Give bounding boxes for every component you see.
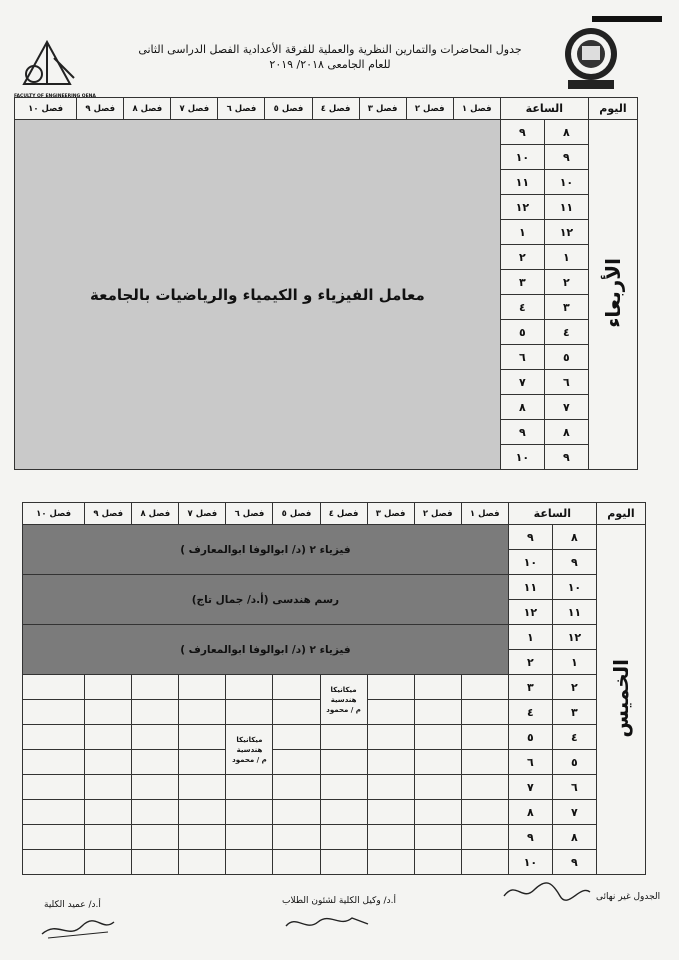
faculty-logo-caption: FACULTY OF ENGINEERING QENA bbox=[14, 94, 96, 99]
empty-cell bbox=[367, 800, 414, 825]
class-8-header: فصل ٨ bbox=[132, 503, 179, 525]
hour-from: ١٢ bbox=[552, 625, 596, 650]
lecture-bar bbox=[23, 625, 509, 675]
empty-cell bbox=[132, 750, 179, 775]
class-3-header: فصل ٣ bbox=[359, 98, 406, 120]
hour-to: ٢ bbox=[500, 245, 544, 270]
empty-cell bbox=[320, 725, 367, 750]
empty-cell bbox=[226, 675, 273, 700]
class-5-header: فصل ٥ bbox=[265, 98, 312, 120]
empty-cell bbox=[414, 800, 461, 825]
hour-from: ٤ bbox=[552, 725, 596, 750]
hour-to: ١ bbox=[500, 220, 544, 245]
empty-cell bbox=[273, 800, 320, 825]
note-line: ميكانيكا bbox=[236, 735, 263, 744]
note-line: ميكانيكا bbox=[330, 685, 357, 694]
note-line: هندسية bbox=[236, 745, 263, 754]
empty-cell bbox=[367, 850, 414, 875]
hour-to: ٩ bbox=[500, 120, 544, 145]
empty-cell bbox=[23, 825, 85, 850]
empty-cell bbox=[461, 700, 508, 725]
lecture-bar bbox=[23, 575, 509, 625]
day-name: الأربعاء bbox=[600, 258, 625, 328]
hour-to: ١٠ bbox=[508, 550, 552, 575]
class-7-header: فصل ٧ bbox=[171, 98, 218, 120]
empty-cell bbox=[320, 850, 367, 875]
class-2-header: فصل ٢ bbox=[406, 98, 453, 120]
hour-to: ١٠ bbox=[500, 145, 544, 170]
title-line-2: للعام الجامعى ٢٠١٨/ ٢٠١٩ bbox=[269, 58, 391, 71]
empty-cell bbox=[320, 825, 367, 850]
lecture-bar-text: فيزياء ٢ (د/ ابوالوفا ابوالمعارف ) bbox=[180, 543, 351, 556]
empty-cell bbox=[461, 775, 508, 800]
hour-to: ١٢ bbox=[500, 195, 544, 220]
empty-cell bbox=[414, 700, 461, 725]
empty-cell bbox=[179, 850, 226, 875]
university-seal-logo bbox=[560, 22, 622, 96]
hour-from: ١١ bbox=[544, 195, 588, 220]
empty-cell bbox=[273, 825, 320, 850]
class-9-header: فصل ٩ bbox=[85, 503, 132, 525]
day-header: اليوم bbox=[588, 98, 637, 120]
day-name: الخميس bbox=[608, 658, 633, 738]
class-1-header: فصل ١ bbox=[453, 98, 500, 120]
empty-cell bbox=[273, 675, 320, 700]
empty-cell bbox=[367, 750, 414, 775]
hour-from: ٢ bbox=[544, 270, 588, 295]
faculty-emblem-icon bbox=[14, 38, 80, 90]
empty-cell bbox=[132, 675, 179, 700]
hour-to: ٩ bbox=[500, 420, 544, 445]
empty-cell bbox=[85, 775, 132, 800]
hour-from: ٩ bbox=[552, 850, 596, 875]
empty-cell bbox=[226, 850, 273, 875]
empty-cell bbox=[85, 700, 132, 725]
empty-cell bbox=[132, 850, 179, 875]
hour-from: ١٢ bbox=[544, 220, 588, 245]
empty-cell bbox=[367, 725, 414, 750]
empty-cell bbox=[273, 775, 320, 800]
vice-dean-signature-label: أ.د/ وكيل الكلية لشئون الطلاب bbox=[282, 896, 396, 906]
empty-cell bbox=[273, 750, 320, 775]
hour-to: ١١ bbox=[508, 575, 552, 600]
hour-to: ٥ bbox=[500, 320, 544, 345]
class-6-header: فصل ٦ bbox=[218, 98, 265, 120]
class-4-header: فصل ٤ bbox=[320, 503, 367, 525]
class-4-header: فصل ٤ bbox=[312, 98, 359, 120]
empty-cell bbox=[414, 725, 461, 750]
hour-to: ٥ bbox=[508, 725, 552, 750]
class-3-header: فصل ٣ bbox=[367, 503, 414, 525]
hour-header: الساعة bbox=[500, 98, 588, 120]
hour-from: ٩ bbox=[552, 550, 596, 575]
empty-cell bbox=[320, 750, 367, 775]
thursday-row bbox=[23, 775, 646, 800]
empty-cell bbox=[226, 800, 273, 825]
hour-from: ٩ bbox=[544, 145, 588, 170]
empty-cell bbox=[414, 675, 461, 700]
hour-to: ٤ bbox=[500, 295, 544, 320]
hour-from: ٢ bbox=[552, 675, 596, 700]
empty-cell bbox=[23, 850, 85, 875]
empty-cell bbox=[367, 700, 414, 725]
empty-cell bbox=[273, 850, 320, 875]
wednesday-table bbox=[14, 97, 638, 470]
hour-from: ١ bbox=[544, 245, 588, 270]
empty-cell bbox=[23, 700, 85, 725]
empty-cell bbox=[414, 750, 461, 775]
title-line-1: جدول المحاضرات والتمارين النظرية والعملية للفرقة الأعدادية الفصل الدراسى الثانى bbox=[138, 43, 522, 56]
thursday-row bbox=[23, 850, 646, 875]
empty-cell bbox=[320, 775, 367, 800]
empty-cell bbox=[226, 700, 273, 725]
hour-from: ٣ bbox=[552, 700, 596, 725]
hour-from: ٩ bbox=[544, 445, 588, 470]
hour-from: ١ bbox=[552, 650, 596, 675]
wednesday-row bbox=[15, 120, 638, 145]
empty-cell bbox=[273, 725, 320, 750]
hour-from: ١٠ bbox=[552, 575, 596, 600]
empty-cell bbox=[179, 825, 226, 850]
hour-from: ٧ bbox=[552, 800, 596, 825]
vice-dean-signature bbox=[282, 910, 372, 936]
wednesday-header-row bbox=[15, 98, 638, 120]
hour-to: ١ bbox=[508, 625, 552, 650]
hour-to: ٦ bbox=[508, 750, 552, 775]
faculty-logo bbox=[14, 38, 96, 100]
hour-from: ٣ bbox=[544, 295, 588, 320]
empty-cell bbox=[85, 850, 132, 875]
mechanics-note-cell bbox=[320, 675, 367, 725]
registrar-signature bbox=[500, 876, 594, 906]
empty-cell bbox=[85, 750, 132, 775]
empty-cell bbox=[461, 675, 508, 700]
empty-cell bbox=[414, 850, 461, 875]
hour-to: ٦ bbox=[500, 345, 544, 370]
empty-cell bbox=[367, 775, 414, 800]
day-header: اليوم bbox=[596, 503, 645, 525]
mechanics-note-cell bbox=[226, 725, 273, 775]
empty-cell bbox=[414, 825, 461, 850]
empty-cell bbox=[273, 700, 320, 725]
hour-from: ٦ bbox=[544, 370, 588, 395]
empty-cell bbox=[226, 775, 273, 800]
class-10-header: فصل ١٠ bbox=[15, 98, 77, 120]
hour-from: ٥ bbox=[544, 345, 588, 370]
not-final-note: الجدول غير نهائى bbox=[596, 892, 661, 902]
empty-cell bbox=[320, 800, 367, 825]
note-line: م / محمود bbox=[326, 705, 361, 714]
thursday-row bbox=[23, 750, 646, 775]
thursday-row bbox=[23, 800, 646, 825]
empty-cell bbox=[23, 675, 85, 700]
dean-signature bbox=[38, 912, 118, 942]
empty-cell bbox=[132, 800, 179, 825]
labs-block bbox=[15, 120, 501, 470]
hour-to: ١٠ bbox=[500, 445, 544, 470]
empty-cell bbox=[461, 825, 508, 850]
class-10-header: فصل ١٠ bbox=[23, 503, 85, 525]
empty-cell bbox=[461, 800, 508, 825]
empty-cell bbox=[179, 725, 226, 750]
dean-signature-label: أ.د/ عميد الكلية bbox=[44, 900, 101, 910]
hour-to: ٨ bbox=[508, 800, 552, 825]
day-cell-wednesday bbox=[588, 120, 637, 470]
empty-cell bbox=[414, 775, 461, 800]
empty-cell bbox=[132, 700, 179, 725]
class-7-header: فصل ٧ bbox=[179, 503, 226, 525]
hour-to: ٨ bbox=[500, 395, 544, 420]
thursday-row bbox=[23, 575, 646, 600]
hour-from: ٧ bbox=[544, 395, 588, 420]
empty-cell bbox=[179, 800, 226, 825]
thursday-row bbox=[23, 525, 646, 550]
lecture-bar-text: فيزياء ٢ (د/ ابوالوفا ابوالمعارف ) bbox=[180, 643, 351, 656]
empty-cell bbox=[132, 725, 179, 750]
class-2-header: فصل ٢ bbox=[414, 503, 461, 525]
hour-to: ١٢ bbox=[508, 600, 552, 625]
hour-from: ٨ bbox=[544, 420, 588, 445]
empty-cell bbox=[85, 800, 132, 825]
hour-from: ١١ bbox=[552, 600, 596, 625]
empty-cell bbox=[132, 825, 179, 850]
empty-cell bbox=[132, 775, 179, 800]
note-line: م / محمود bbox=[232, 755, 267, 764]
hour-to: ٩ bbox=[508, 825, 552, 850]
class-5-header: فصل ٥ bbox=[273, 503, 320, 525]
hour-from: ٨ bbox=[552, 825, 596, 850]
hour-to: ٤ bbox=[508, 700, 552, 725]
empty-cell bbox=[367, 825, 414, 850]
hour-from: ١٠ bbox=[544, 170, 588, 195]
hour-to: ٧ bbox=[500, 370, 544, 395]
hour-header: الساعة bbox=[508, 503, 596, 525]
class-6-header: فصل ٦ bbox=[226, 503, 273, 525]
thursday-row bbox=[23, 825, 646, 850]
lecture-bar-text: رسم هندسى (أ.د/ جمال تاج) bbox=[191, 593, 340, 606]
empty-cell bbox=[461, 750, 508, 775]
hour-to: ٣ bbox=[500, 270, 544, 295]
hour-to: ١٠ bbox=[508, 850, 552, 875]
class-1-header: فصل ١ bbox=[461, 503, 508, 525]
hour-from: ٤ bbox=[544, 320, 588, 345]
empty-cell bbox=[179, 775, 226, 800]
thursday-table bbox=[22, 502, 646, 875]
empty-cell bbox=[23, 725, 85, 750]
empty-cell bbox=[367, 675, 414, 700]
thursday-row bbox=[23, 675, 646, 700]
thursday-row bbox=[23, 725, 646, 750]
hour-to: ٧ bbox=[508, 775, 552, 800]
note-line: هندسية bbox=[330, 695, 357, 704]
empty-cell bbox=[23, 800, 85, 825]
hour-to: ٩ bbox=[508, 525, 552, 550]
lecture-bar bbox=[23, 525, 509, 575]
thursday-row bbox=[23, 625, 646, 650]
empty-cell bbox=[23, 775, 85, 800]
hour-from: ٨ bbox=[552, 525, 596, 550]
day-cell-thursday bbox=[596, 525, 645, 875]
hour-from: ٥ bbox=[552, 750, 596, 775]
empty-cell bbox=[226, 825, 273, 850]
class-9-header: فصل ٩ bbox=[77, 98, 124, 120]
thursday-header-row bbox=[23, 503, 646, 525]
empty-cell bbox=[179, 700, 226, 725]
hour-to: ١١ bbox=[500, 170, 544, 195]
empty-cell bbox=[85, 675, 132, 700]
empty-cell bbox=[85, 825, 132, 850]
labs-block-text: معامل الفيزياء و الكيمياء والرياضيات بالجامعة bbox=[90, 285, 425, 304]
schedule-title bbox=[120, 42, 540, 72]
empty-cell bbox=[461, 725, 508, 750]
class-8-header: فصل ٨ bbox=[124, 98, 171, 120]
hour-to: ٢ bbox=[508, 650, 552, 675]
hour-to: ٣ bbox=[508, 675, 552, 700]
hour-from: ٨ bbox=[544, 120, 588, 145]
empty-cell bbox=[179, 750, 226, 775]
empty-cell bbox=[23, 750, 85, 775]
empty-cell bbox=[179, 675, 226, 700]
empty-cell bbox=[461, 850, 508, 875]
empty-cell bbox=[85, 725, 132, 750]
hour-from: ٦ bbox=[552, 775, 596, 800]
